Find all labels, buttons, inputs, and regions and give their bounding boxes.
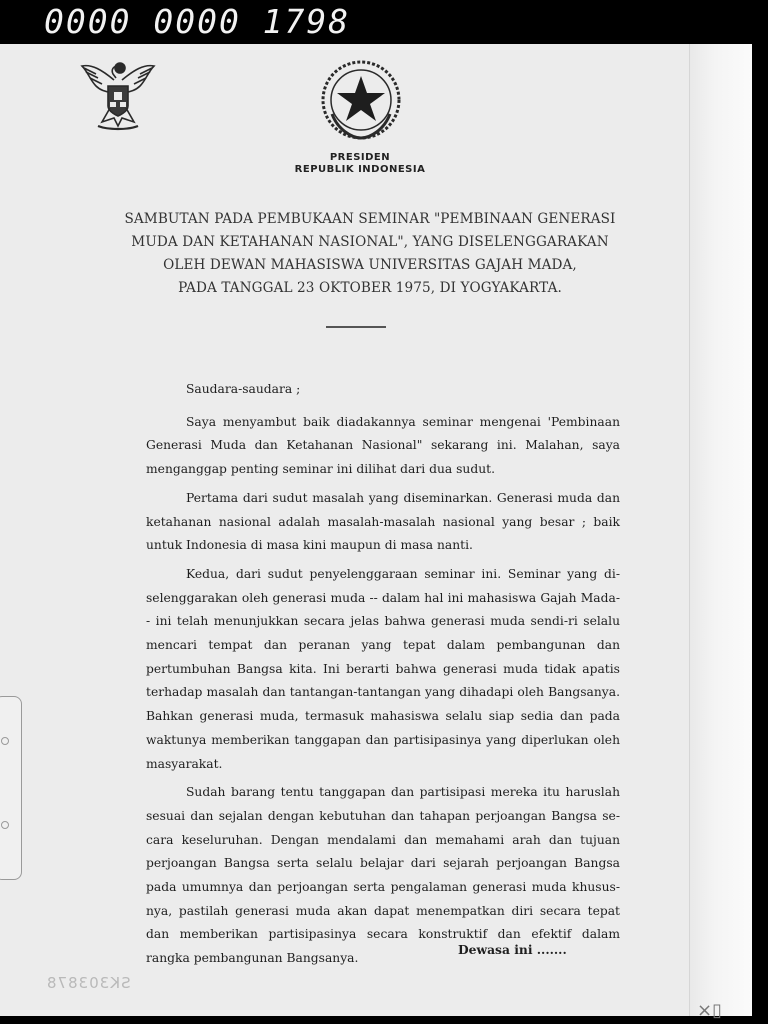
garuda-pancasila-emblem-icon	[80, 56, 156, 134]
paragraph-4: Sudah barang tentu tanggapan dan partisipasi mereka itu haruslah sesuai dan sejalan dengan kebutuhan dan tahapan perjoangan Bangsa se-cara keseluruhan. Dengan mendalami dan memahami arah dan tujuan perjoangan Bangsa serta selalu belajar dari sejarah perjoangan Bangsa pada umumnya dan perjoangan serta pengalaman generasi muda khusus-nya, pastilah generasi muda akan dapat menempatkan diri secara tepat dan memberikan partisipasinya secara konstruktif dan efektif dalam rangka pembangunan Bangsanya.	[146, 785, 620, 966]
paper-fold-shadow	[689, 44, 752, 1016]
paragraph-3: Kedua, dari sudut penyelenggaraan seminar ini. Seminar yang di-selenggarakan oleh generasi muda -- dalam hal ini mahasiswa Gajah Mada-- ini telah menunjukkan secara jelas bahwa generasi muda sendi-ri selalu mencari tempat dan peranan yang tepat dalam pembangunan dan pertumbuhan Bangsa kita. Ini berarti bahwa generasi muda tidak apatis terhadap masalah dan tantangan-tantangan yang dihadapi oleh Bangsanya. Bahkan generasi muda, termasuk mahasiswa selalu siap sedia dan pada waktunya memberikan tanggapan dan partisipasinya yang diperlukan oleh masyarakat.	[146, 566, 620, 771]
heading-divider	[326, 326, 386, 328]
letterhead-line-2: REPUBLIK INDONESIA	[294, 164, 426, 175]
letterhead-line-1: PRESIDEN	[329, 152, 391, 163]
heading-line-1: SAMBUTAN PADA PEMBUKAAN SEMINAR "PEMBINAAN GENERASI	[124, 211, 616, 227]
speech-body	[146, 378, 620, 976]
heading-line-2: MUDA DAN KETAHANAN NASIONAL", YANG DISELENGGARAKAN	[131, 234, 609, 250]
binder-hole	[1, 737, 9, 745]
paragraph-2: Pertama dari sudut masalah yang diseminarkan. Generasi muda dan ketahanan nasional adalah masalah-masalah nasional yang besar ; baik untuk Indonesia di masa kini maupun di masa nanti.	[146, 490, 620, 553]
binder-hole	[1, 821, 9, 829]
heading-line-4: PADA TANGGAL 23 OKTOBER 1975, DI YOGYAKARTA.	[178, 280, 562, 296]
letterhead-title	[260, 152, 460, 176]
heading-line-3: OLEH DEWAN MAHASISWA UNIVERSITAS GAJAH MADA,	[163, 257, 577, 273]
binder-tab	[0, 696, 22, 880]
paragraph-1: Saya menyambut baik diadakannya seminar mengenai 'Pembinaan Generasi Muda dan Ketahanan Nasional" sekarang ini. Malahan, saya menganggap penting seminar ini dilihat dari dua sudut.	[146, 414, 620, 477]
serial-stamp: SK303878	[46, 974, 131, 992]
salutation: Saudara-saudara ;	[186, 382, 301, 396]
corner-marks: ×▯	[697, 1000, 722, 1021]
document-page	[0, 44, 752, 1016]
speech-heading	[120, 208, 620, 300]
presidential-star-seal-icon	[318, 58, 404, 144]
page-continuation: Dewasa ini .......	[458, 942, 567, 957]
film-frame-number: 0000 0000 1798	[44, 2, 351, 41]
